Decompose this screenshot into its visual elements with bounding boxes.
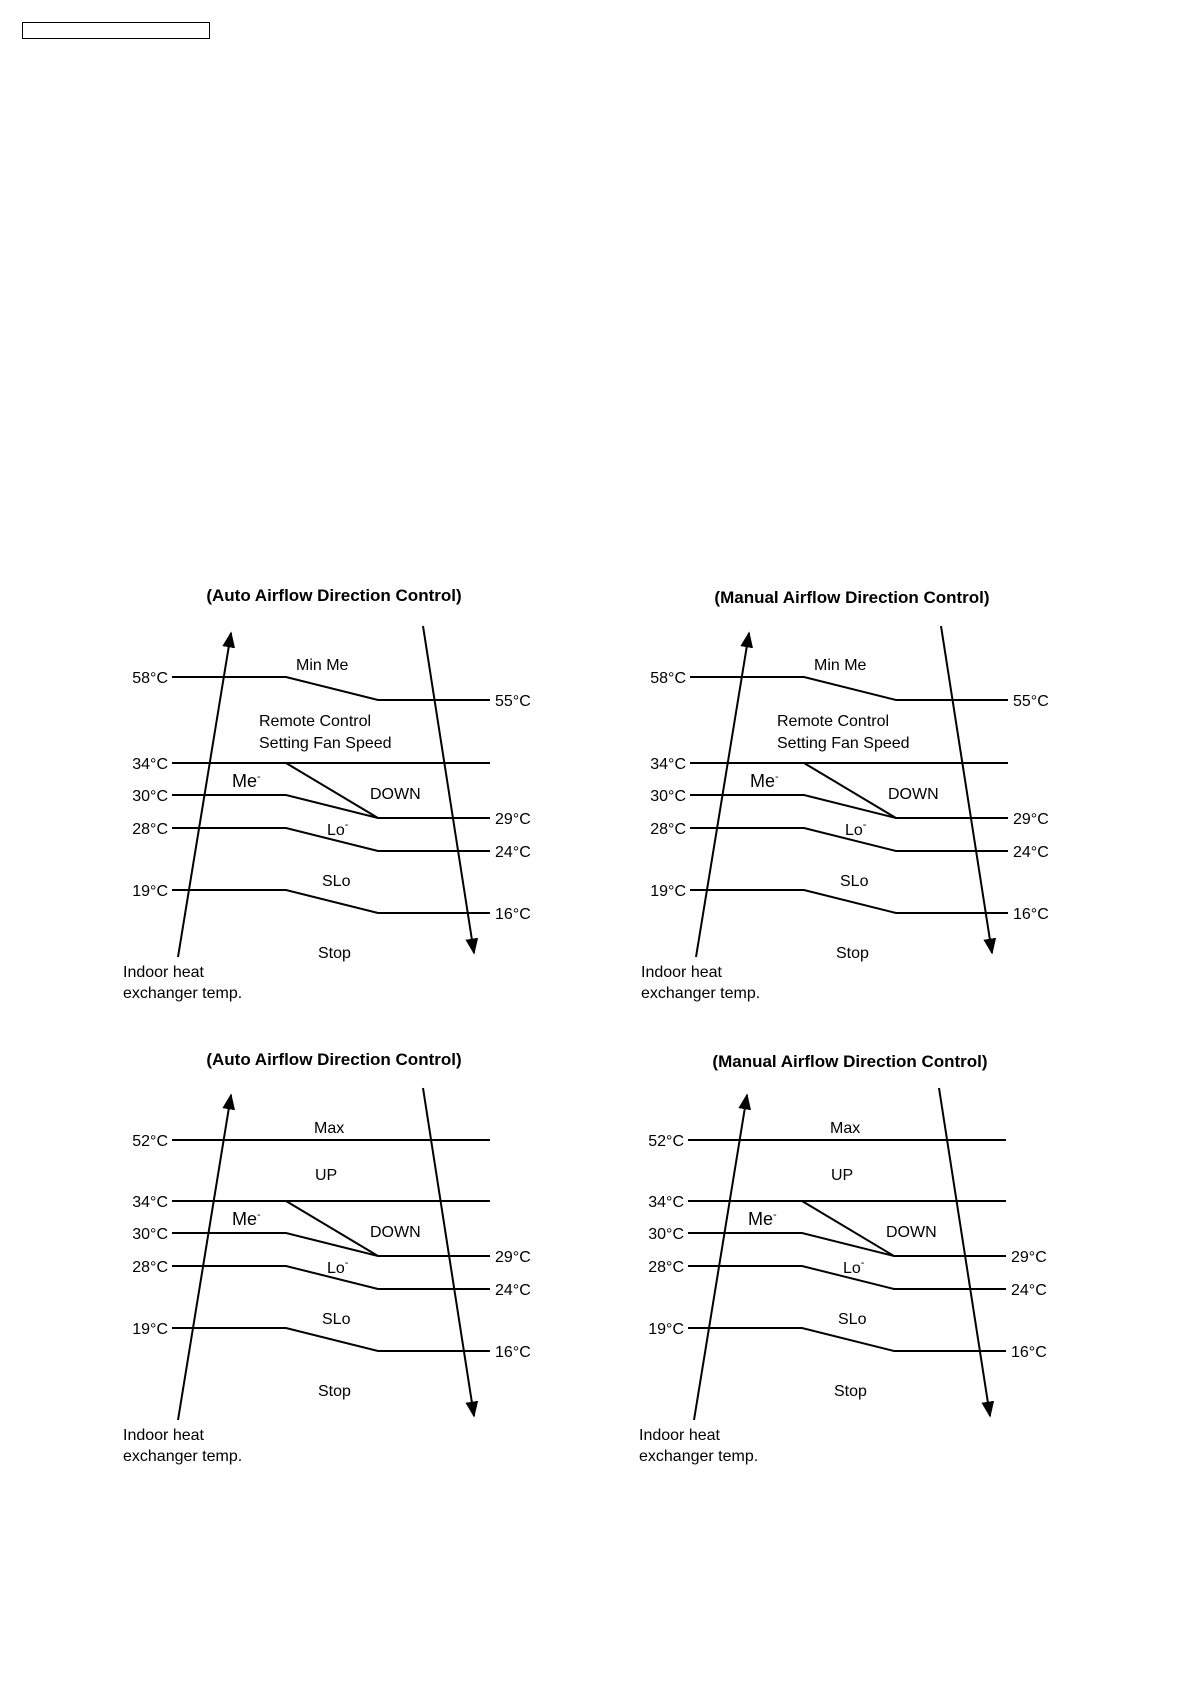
zone-label-top: Max xyxy=(314,1120,345,1137)
left-temp-label: 34°C xyxy=(132,1194,168,1211)
header-box xyxy=(22,22,210,39)
threshold-line-slo xyxy=(172,890,490,913)
zone-label-stop: Stop xyxy=(836,945,869,962)
left-temp-label: 19°C xyxy=(650,883,686,900)
diagram-title: (Manual Airflow Direction Control) xyxy=(712,1052,988,1071)
zone-label-upper: Remote Control xyxy=(259,713,372,730)
left-temp-label: 34°C xyxy=(648,1194,684,1211)
threshold-line-slo xyxy=(172,1328,490,1351)
right-temp-label: 24°C xyxy=(495,1282,531,1299)
zone-label-upper: Remote Control xyxy=(777,713,890,730)
zone-label-me: Me- xyxy=(232,1209,261,1229)
right-temp-label: 29°C xyxy=(1011,1249,1047,1266)
left-temp-label: 58°C xyxy=(132,670,168,687)
right-temp-label: 55°C xyxy=(495,693,531,710)
threshold-line-me xyxy=(172,795,490,818)
threshold-line-me xyxy=(172,1233,490,1256)
down-diagonal xyxy=(802,1201,894,1256)
threshold-line-slo xyxy=(688,1328,1006,1351)
axis-caption: exchanger temp. xyxy=(641,985,761,1002)
zone-label-down: DOWN xyxy=(370,786,421,803)
right-temp-label: 24°C xyxy=(1013,844,1049,861)
zone-label-me: Me- xyxy=(232,771,261,791)
falling-temp-arrow xyxy=(423,1088,474,1416)
zone-label-stop: Stop xyxy=(834,1383,867,1400)
left-temp-label: 34°C xyxy=(650,756,686,773)
zone-label-slo: SLo xyxy=(840,873,869,890)
axis-caption: exchanger temp. xyxy=(639,1448,759,1465)
threshold-line-me xyxy=(690,795,1008,818)
threshold-line-slo xyxy=(690,890,1008,913)
left-temp-label: 30°C xyxy=(650,788,686,805)
left-temp-label: 52°C xyxy=(648,1133,684,1150)
zone-label-upper: UP xyxy=(831,1167,854,1184)
down-diagonal xyxy=(286,1201,378,1256)
falling-temp-arrow xyxy=(423,626,474,953)
zone-label-upper: Setting Fan Speed xyxy=(777,735,910,752)
zone-label-stop: Stop xyxy=(318,945,351,962)
right-temp-label: 29°C xyxy=(495,1249,531,1266)
down-diagonal xyxy=(804,763,896,818)
left-temp-label: 28°C xyxy=(132,821,168,838)
zone-label-top: Min Me xyxy=(814,657,867,674)
left-temp-label: 19°C xyxy=(132,1321,168,1338)
threshold-line-me xyxy=(688,1233,1006,1256)
falling-temp-arrow xyxy=(939,1088,990,1416)
left-temp-label: 30°C xyxy=(648,1226,684,1243)
zone-label-stop: Stop xyxy=(318,1383,351,1400)
rising-temp-arrow xyxy=(694,1095,747,1420)
zone-label-top: Min Me xyxy=(296,657,349,674)
left-temp-label: 30°C xyxy=(132,1226,168,1243)
left-temp-label: 28°C xyxy=(648,1259,684,1276)
diagram-title: (Manual Airflow Direction Control) xyxy=(714,588,990,607)
left-temp-label: 28°C xyxy=(650,821,686,838)
zone-label-slo: SLo xyxy=(322,1311,351,1328)
zone-label-me: Me- xyxy=(750,771,779,791)
left-temp-label: 52°C xyxy=(132,1133,168,1150)
axis-caption: Indoor heat xyxy=(123,1427,204,1444)
axis-caption: Indoor heat xyxy=(641,964,722,981)
zone-label-slo: SLo xyxy=(838,1311,867,1328)
right-temp-label: 29°C xyxy=(495,811,531,828)
zone-label-down: DOWN xyxy=(886,1224,937,1241)
zone-label-slo: SLo xyxy=(322,873,351,890)
zone-label-down: DOWN xyxy=(370,1224,421,1241)
right-temp-label: 16°C xyxy=(1011,1344,1047,1361)
zone-label-lo: Lo- xyxy=(327,819,349,839)
zone-label-top: Max xyxy=(830,1120,861,1137)
zone-label-upper: Setting Fan Speed xyxy=(259,735,392,752)
left-temp-label: 58°C xyxy=(650,670,686,687)
rising-temp-arrow xyxy=(178,1095,231,1420)
axis-caption: Indoor heat xyxy=(639,1427,720,1444)
left-temp-label: 19°C xyxy=(648,1321,684,1338)
right-temp-label: 24°C xyxy=(1011,1282,1047,1299)
right-temp-label: 29°C xyxy=(1013,811,1049,828)
axis-caption: exchanger temp. xyxy=(123,1448,243,1465)
zone-label-lo: Lo- xyxy=(327,1257,349,1277)
right-temp-label: 16°C xyxy=(495,906,531,923)
zone-label-upper: UP xyxy=(315,1167,338,1184)
right-temp-label: 24°C xyxy=(495,844,531,861)
falling-temp-arrow xyxy=(941,626,992,953)
diagram-title: (Auto Airflow Direction Control) xyxy=(206,586,462,605)
axis-caption: exchanger temp. xyxy=(123,985,243,1002)
left-temp-label: 30°C xyxy=(132,788,168,805)
down-diagonal xyxy=(286,763,378,818)
diagram-manual-bottom xyxy=(639,1052,1047,1465)
left-temp-label: 28°C xyxy=(132,1259,168,1276)
zone-label-me: Me- xyxy=(748,1209,777,1229)
left-temp-label: 19°C xyxy=(132,883,168,900)
diagram-title: (Auto Airflow Direction Control) xyxy=(206,1050,462,1069)
right-temp-label: 55°C xyxy=(1013,693,1049,710)
zone-label-lo: Lo- xyxy=(845,819,867,839)
diagram-auto-bottom xyxy=(123,1050,531,1465)
zone-label-down: DOWN xyxy=(888,786,939,803)
diagram-auto-top xyxy=(123,586,531,1002)
zone-label-lo: Lo- xyxy=(843,1257,865,1277)
right-temp-label: 16°C xyxy=(1013,906,1049,923)
diagram-manual-top xyxy=(641,588,1049,1002)
axis-caption: Indoor heat xyxy=(123,964,204,981)
left-temp-label: 34°C xyxy=(132,756,168,773)
right-temp-label: 16°C xyxy=(495,1344,531,1361)
